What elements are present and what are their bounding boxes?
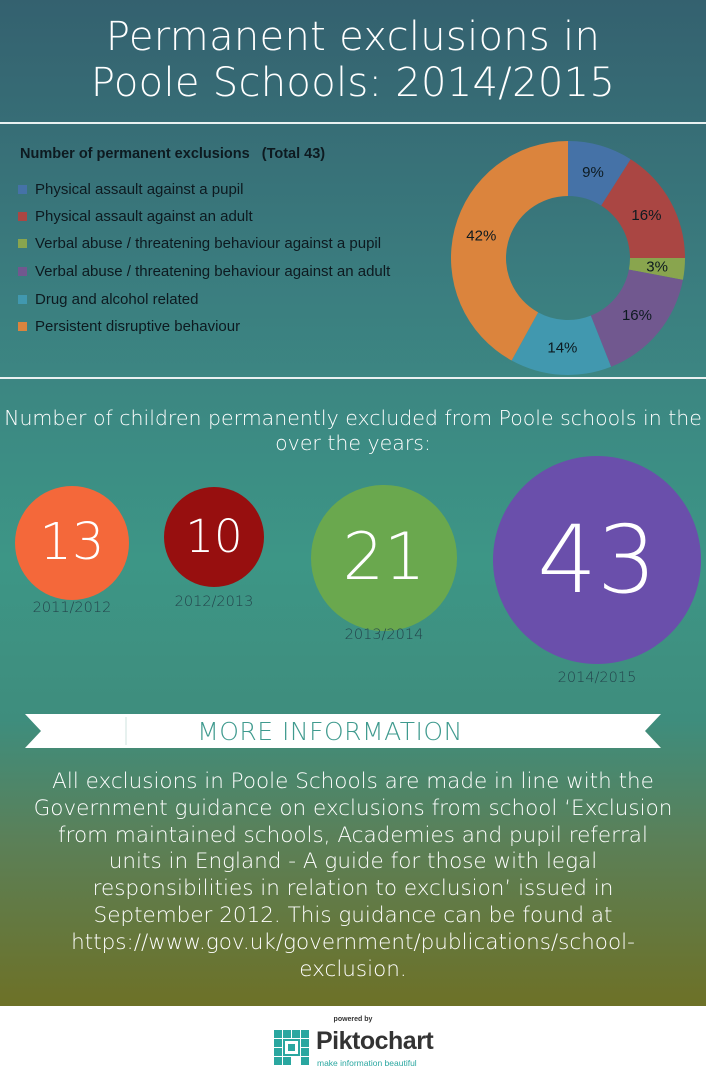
bubble-value: 21 bbox=[342, 520, 426, 596]
legend-label: Verbal abuse / threatening behaviour against a pupil bbox=[35, 234, 382, 252]
legend-item bbox=[18, 290, 198, 308]
legend-item bbox=[18, 317, 240, 335]
legend-label: Physical assault against an adult bbox=[35, 207, 253, 225]
donut-data-label: 9% bbox=[582, 164, 604, 182]
pie-title-text: Number of permanent exclusions bbox=[20, 146, 250, 162]
legend-swatch bbox=[18, 185, 27, 194]
donut-data-label: 14% bbox=[547, 339, 578, 357]
donut-chart bbox=[440, 135, 696, 375]
title-line-1: Permanent exclusions in bbox=[105, 14, 601, 60]
bubble bbox=[311, 485, 456, 630]
bubble bbox=[493, 456, 701, 664]
bubble-year-label: 2012/2013 bbox=[174, 594, 254, 610]
legend-item bbox=[18, 180, 243, 198]
bubble bbox=[164, 487, 264, 587]
bubble-year-label: 2014/2015 bbox=[557, 670, 637, 686]
piktochart-logo-icon bbox=[274, 1030, 310, 1066]
pie-total-label: (Total 43) bbox=[261, 146, 326, 162]
bubble-value: 43 bbox=[537, 505, 657, 615]
legend-label: Physical assault against a pupil bbox=[35, 180, 244, 198]
title-line-2: Poole Schools: 2014/2015 bbox=[90, 60, 616, 106]
legend-swatch bbox=[18, 295, 27, 304]
divider-middle bbox=[0, 377, 706, 379]
donut-data-label: 42% bbox=[466, 227, 497, 245]
divider-top bbox=[0, 122, 706, 124]
legend-label: Verbal abuse / threatening behaviour against an adult bbox=[35, 262, 391, 280]
bubble-year-label: 2013/2014 bbox=[344, 627, 424, 643]
legend-swatch bbox=[18, 212, 27, 221]
pie-chart-title bbox=[20, 146, 325, 162]
donut-data-label: 16% bbox=[631, 206, 662, 224]
guidance-paragraph: All exclusions in Poole Schools are made in line with the Government guidance on exclusions from school ‘Exclusion from maintained schools, Academies and pupil referral units in England - A guide for those with legal responsibilities in relation to exclusion’ issued in September 2012. This guidance can be found at https://www.gov.uk/government/publications/school-exclusion. bbox=[33, 769, 673, 982]
legend-swatch bbox=[18, 267, 27, 276]
bubble-value: 10 bbox=[185, 510, 243, 564]
legend-label: Drug and alcohol related bbox=[35, 290, 199, 308]
legend-swatch bbox=[18, 322, 27, 331]
piktochart-tagline: make information beautiful bbox=[317, 1058, 417, 1068]
legend-item bbox=[18, 207, 253, 225]
more-info-label: MORE INFORMATION bbox=[197, 717, 463, 746]
bubble-chart-title: Number of children permanently excluded from Poole schools in the over the years: bbox=[4, 406, 702, 455]
legend-item bbox=[18, 234, 381, 252]
donut-data-label: 3% bbox=[646, 258, 668, 276]
bubble-value: 13 bbox=[39, 513, 105, 573]
legend-item bbox=[18, 262, 390, 280]
legend-swatch bbox=[18, 239, 27, 248]
powered-by-label: powered by bbox=[333, 1016, 373, 1023]
bubble bbox=[15, 486, 129, 600]
donut-data-label: 16% bbox=[621, 307, 652, 325]
legend-label: Persistent disruptive behaviour bbox=[35, 317, 241, 335]
piktochart-brand: Piktochart bbox=[316, 1027, 434, 1055]
bubble-year-label: 2011/2012 bbox=[32, 600, 112, 616]
